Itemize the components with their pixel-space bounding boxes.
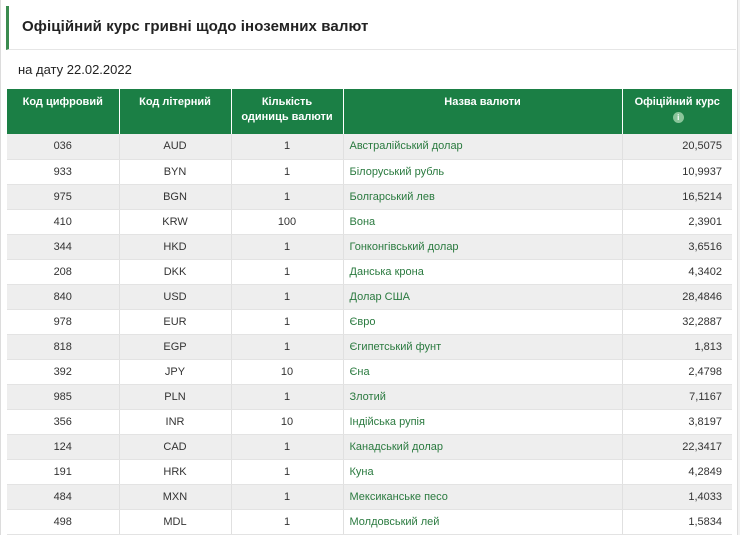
cell-code-letter: USD: [119, 284, 231, 309]
currency-link[interactable]: Австралійський долар: [349, 140, 463, 153]
cell-rate: 28,4846: [622, 284, 732, 309]
cell-rate: 20,5075: [622, 134, 732, 159]
table-row: [7, 384, 732, 409]
cell-code-letter: PLN: [119, 384, 231, 409]
cell-code-digital: 392: [7, 359, 119, 384]
cell-code-letter: EUR: [119, 309, 231, 334]
cell-units: 1: [231, 509, 343, 534]
cell-rate: 2,3901: [622, 209, 732, 234]
cell-rate: 3,8197: [622, 409, 732, 434]
currency-link[interactable]: Данська крона: [349, 265, 424, 278]
cell-code-digital: 036: [7, 134, 119, 159]
column-header-code-digital[interactable]: Код цифровий: [7, 89, 119, 134]
cell-rate: 32,2887: [622, 309, 732, 334]
cell-code-digital: 498: [7, 509, 119, 534]
cell-code-digital: 124: [7, 434, 119, 459]
cell-code-letter: AUD: [119, 134, 231, 159]
cell-code-letter: EGP: [119, 334, 231, 359]
table-row: [7, 184, 732, 209]
cell-units: 1: [231, 384, 343, 409]
table-row: [7, 234, 732, 259]
cell-rate: 7,1167: [622, 384, 732, 409]
cell-currency-name: [343, 259, 622, 284]
cell-code-digital: 356: [7, 409, 119, 434]
cell-currency-name: [343, 134, 622, 159]
cell-code-letter: HRK: [119, 459, 231, 484]
cell-rate: 4,3402: [622, 259, 732, 284]
cell-code-letter: MXN: [119, 484, 231, 509]
currency-link[interactable]: Канадський долар: [349, 440, 443, 453]
table-body: [7, 134, 732, 534]
cell-currency-name: [343, 359, 622, 384]
column-header-rate[interactable]: [622, 89, 732, 134]
cell-code-letter: BGN: [119, 184, 231, 209]
column-header-units[interactable]: Кількість одиниць валюти: [231, 89, 343, 134]
table-row: [7, 209, 732, 234]
table-row: [7, 284, 732, 309]
cell-code-digital: 208: [7, 259, 119, 284]
cell-units: 1: [231, 309, 343, 334]
currency-link[interactable]: Індійська рупія: [349, 415, 425, 428]
cell-code-letter: HKD: [119, 234, 231, 259]
currency-link[interactable]: Вона: [349, 215, 376, 228]
cell-units: 1: [231, 484, 343, 509]
table-row: [7, 334, 732, 359]
table-row: [7, 509, 732, 534]
cell-currency-name: [343, 209, 622, 234]
date-label: на дату 22.02.2022: [18, 62, 132, 77]
cell-rate: 1,5834: [622, 509, 732, 534]
cell-units: 10: [231, 359, 343, 384]
cell-code-letter: DKK: [119, 259, 231, 284]
currency-link[interactable]: Болгарський лев: [349, 190, 435, 203]
cell-units: 1: [231, 184, 343, 209]
cell-rate: 2,4798: [622, 359, 732, 384]
cell-currency-name: [343, 334, 622, 359]
cell-code-digital: 484: [7, 484, 119, 509]
cell-currency-name: [343, 434, 622, 459]
cell-currency-name: [343, 234, 622, 259]
cell-units: 1: [231, 134, 343, 159]
cell-rate: 1,813: [622, 334, 732, 359]
currency-link[interactable]: Гонконгівський долар: [349, 240, 459, 253]
cell-currency-name: [343, 284, 622, 309]
cell-currency-name: [343, 459, 622, 484]
cell-units: 10: [231, 409, 343, 434]
cell-code-digital: 933: [7, 159, 119, 184]
currency-link[interactable]: Білоруський рубль: [349, 165, 445, 178]
cell-code-letter: JPY: [119, 359, 231, 384]
table-row: [7, 134, 732, 159]
currency-link[interactable]: Мексиканське песо: [349, 490, 448, 503]
cell-rate: 16,5214: [622, 184, 732, 209]
table-row: [7, 484, 732, 509]
cell-code-digital: 191: [7, 459, 119, 484]
cell-currency-name: [343, 384, 622, 409]
cell-code-digital: 978: [7, 309, 119, 334]
column-header-rate-label: Офіційний курс: [634, 96, 720, 108]
cell-code-letter: BYN: [119, 159, 231, 184]
cell-code-letter: INR: [119, 409, 231, 434]
table-row: [7, 459, 732, 484]
table-header-row: [7, 89, 732, 134]
cell-currency-name: [343, 409, 622, 434]
cell-units: 1: [231, 159, 343, 184]
cell-rate: 10,9937: [622, 159, 732, 184]
cell-currency-name: [343, 309, 622, 334]
cell-units: 1: [231, 434, 343, 459]
currency-link[interactable]: Євро: [349, 315, 376, 328]
currency-link[interactable]: Злотий: [349, 390, 386, 403]
cell-code-digital: 410: [7, 209, 119, 234]
cell-code-digital: 344: [7, 234, 119, 259]
page-header: [6, 6, 736, 50]
exchange-rates-table: [7, 89, 732, 535]
cell-currency-name: [343, 509, 622, 534]
currency-link[interactable]: Єгипетський фунт: [349, 340, 442, 353]
cell-units: 100: [231, 209, 343, 234]
cell-code-digital: 840: [7, 284, 119, 309]
cell-code-letter: KRW: [119, 209, 231, 234]
table-row: [7, 159, 732, 184]
table-row: [7, 259, 732, 284]
cell-code-letter: CAD: [119, 434, 231, 459]
currency-link[interactable]: Долар США: [349, 290, 411, 303]
cell-units: 1: [231, 234, 343, 259]
column-header-code-letter[interactable]: Код літерний: [119, 89, 231, 134]
cell-code-digital: 975: [7, 184, 119, 209]
cell-rate: 3,6516: [622, 234, 732, 259]
info-icon[interactable]: i: [673, 112, 684, 123]
cell-units: 1: [231, 334, 343, 359]
currency-link[interactable]: Куна: [349, 465, 374, 478]
cell-code-letter: MDL: [119, 509, 231, 534]
cell-code-digital: 818: [7, 334, 119, 359]
cell-units: 1: [231, 259, 343, 284]
table-row: [7, 434, 732, 459]
currency-link[interactable]: Єна: [349, 365, 370, 378]
cell-currency-name: [343, 159, 622, 184]
table-row: [7, 359, 732, 384]
cell-currency-name: [343, 184, 622, 209]
cell-code-digital: 985: [7, 384, 119, 409]
cell-units: 1: [231, 284, 343, 309]
currency-link[interactable]: Молдовський лей: [349, 515, 440, 528]
column-header-name[interactable]: Назва валюти: [343, 89, 622, 134]
table-row: [7, 409, 732, 434]
table-row: [7, 309, 732, 334]
cell-units: 1: [231, 459, 343, 484]
cell-rate: 22,3417: [622, 434, 732, 459]
cell-rate: 4,2849: [622, 459, 732, 484]
cell-currency-name: [343, 484, 622, 509]
cell-rate: 1,4033: [622, 484, 732, 509]
page-title: Офіційний курс гривні щодо іноземних валют: [22, 18, 369, 35]
